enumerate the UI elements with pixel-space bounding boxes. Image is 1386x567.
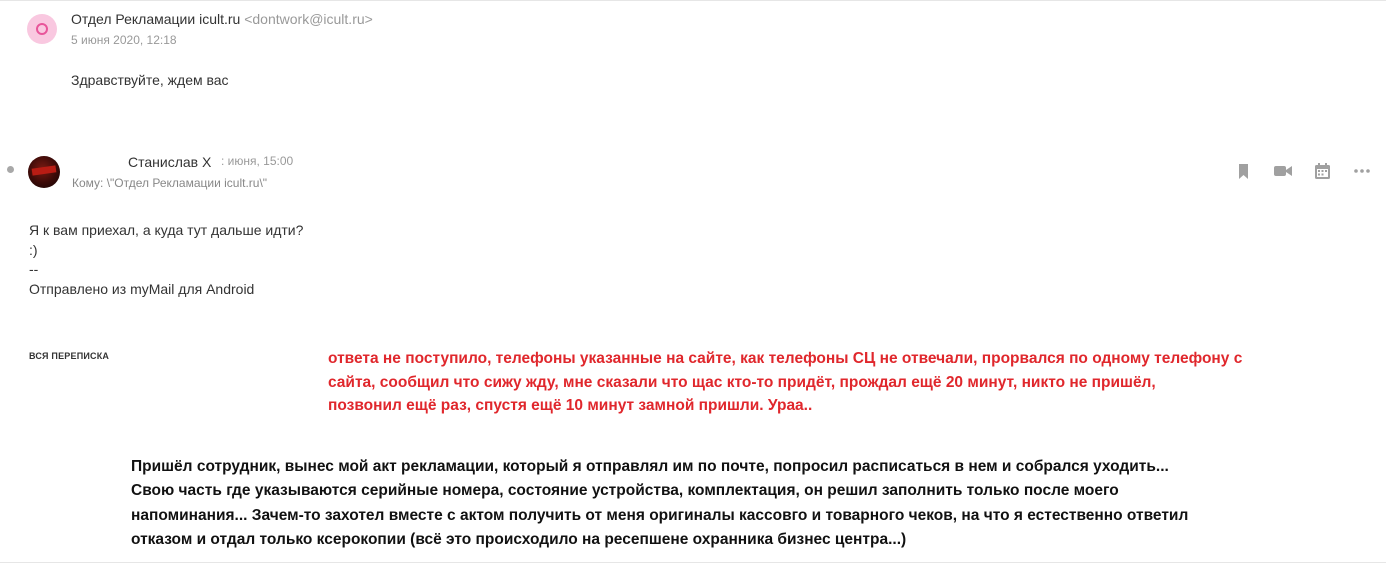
annotation-red-line: сайта, сообщил что сижу жду, мне сказали что щас кто-то придёт, прождал ещё 20 минут, никто не пришёл, [328,373,1156,391]
message2-recipient: Кому: \"Отдел Рекламации icult.ru\" [72,176,268,190]
message1-date: 5 июня 2020, 12:18 [71,33,177,47]
message1-sender-name: Отдел Рекламации icult.ru [71,11,241,27]
avatar-image [32,165,57,175]
bottom-divider [0,562,1386,563]
message1-sender-email: <dontwork@icult.ru> [244,11,373,27]
message2-body-line: Я к вам приехал, а куда тут дальше идти? [29,222,304,238]
top-divider [0,0,1386,1]
message2-sender-name[interactable]: Станислав Х [128,154,212,170]
more-icon[interactable] [1353,162,1371,180]
annotation-red-line: позвонил ещё раз, спустя ещё 10 минут замной пришли. Ураа.. [328,397,813,414]
message1-sender[interactable] [71,11,373,27]
avatar-placeholder-icon [36,23,48,35]
bookmark-icon[interactable] [1236,162,1250,180]
message2-body-line: -- [29,261,39,278]
message2-body-line: Отправлено из myMail для Android [29,281,255,298]
sender-avatar[interactable] [27,14,57,44]
unread-dot-icon[interactable] [7,166,14,173]
all-thread-link[interactable]: ВСЯ ПЕРЕПИСКА [29,351,110,361]
annotation-black-text [131,455,1271,552]
video-call-icon[interactable] [1273,162,1293,180]
message2-body [29,221,303,300]
message2-date: : июня, 15:00 [221,154,294,168]
message1-body: Здравствуйте, ждем вас [71,72,229,88]
sender-avatar[interactable] [28,156,60,188]
annotation-red-text [328,347,1318,418]
annotation-black-line: напоминания... Зачем-то захотел вместе с актом получить от меня оригиналы кассовго и товарного чеков, на что я естественно ответил [131,506,1189,524]
calendar-icon[interactable] [1314,162,1331,180]
annotation-red-line: ответа не поступило, телефоны указанные на сайте, как телефоны СЦ не отвечали, прорвался по одному телефону с [328,350,1243,367]
message2-body-line: :) [29,241,38,258]
annotation-black-line: Свою часть где указываются серийные номера, состояние устройства, комплектация, он решил заполнить только после моего [131,482,1119,500]
annotation-black-line: Пришёл сотрудник, вынес мой акт рекламации, который я отправлял им по почте, попросил расписаться в нем и собрался уходить... [131,458,1169,475]
annotation-black-line: отказом и отдал только ксерокопии (всё это происходило на ресепшене охранника бизнес центра...) [131,530,907,548]
